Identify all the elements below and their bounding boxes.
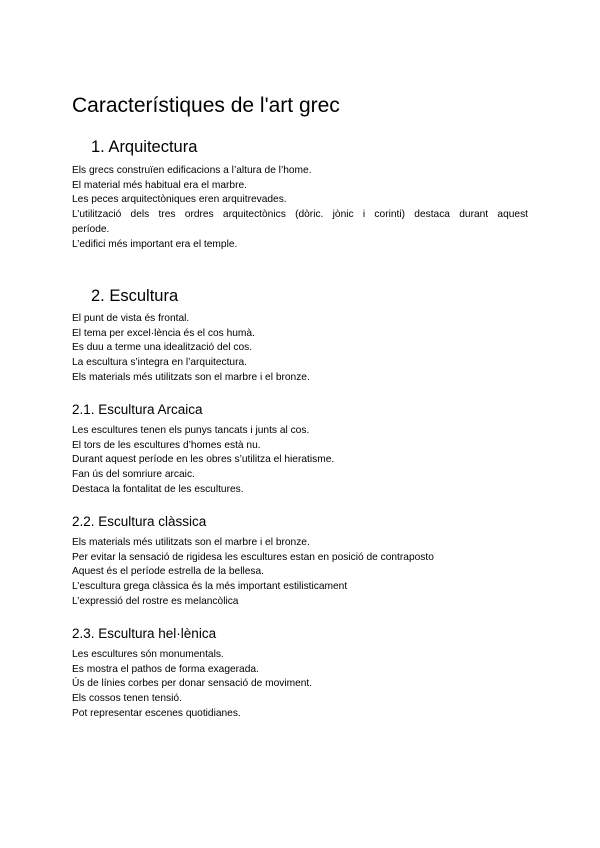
text-line: Les escultures són monumentals.	[72, 649, 224, 660]
text-line: Els grecs construïen edificacions a l’altura de l’home.	[72, 165, 312, 176]
text-line: Aquest és el període estrella de la bellesa.	[72, 566, 264, 578]
section-heading-arquitectura: 1. Arquitectura	[91, 138, 198, 156]
text-line: Durant aquest període en les obres s’utilitza el hieratisme.	[72, 454, 335, 466]
section-heading-escultura: 2. Escultura	[91, 287, 179, 305]
text-line: període.	[72, 223, 110, 235]
text-line: L’expressió del rostre es melancòlica	[72, 595, 239, 607]
subsection-heading-hellenica: 2.3. Escultura hel·lènica	[72, 626, 217, 641]
subsection-heading-arcaica: 2.1. Escultura Arcaica	[72, 402, 203, 417]
page-title: Característiques de l'art grec	[72, 94, 340, 117]
text-line: Els cossos tenen tensió.	[72, 693, 182, 705]
text-line: El punt de vista és frontal.	[72, 313, 190, 324]
text-line: Els materials més utilitzats son el marbre i el bronze.	[72, 537, 310, 548]
text-line: Destaca la fontalitat de les escultures.	[72, 483, 244, 495]
text-line: Pot representar escenes quotidianes.	[72, 707, 241, 719]
text-line: La escultura s’integra en l’arquitectura.	[72, 357, 247, 369]
text-line: Es duu a terme una idealització del cos.	[72, 342, 253, 354]
text-line: Ús de línies corbes per donar sensació de moviment.	[72, 678, 313, 690]
text-line: Les escultures tenen els punys tancats i junts al cos.	[72, 425, 310, 436]
text-line: Les peces arquitectòniques eren arquitrevades.	[72, 194, 287, 206]
text-line: El material més habitual era el marbre.	[72, 179, 247, 191]
text-line: L’edifici més important era el temple.	[72, 238, 238, 250]
text-line: Els materials més utilitzats son el marbre i el bronze.	[72, 371, 310, 383]
text-line: El tema per excel·lència és el cos humà.	[72, 327, 255, 339]
text-line: Fan ús del somriure arcaic.	[72, 469, 195, 481]
text-line: L’escultura grega clàssica és la més important estilisticament	[72, 581, 348, 593]
section-body-escultura	[72, 312, 528, 386]
subsection-body-hellenica	[72, 648, 528, 722]
text-line: Es mostra el pathos de forma exagerada.	[72, 663, 259, 675]
text-line: Per evitar la sensació de rigidesa les escultures estan en posició de contraposto	[72, 551, 434, 563]
text-line: L’utilització dels tres ordres arquitectònics (dòric. jònic i corinti) destaca durant aquest	[72, 209, 528, 221]
subsection-body-arcaica	[72, 424, 528, 498]
text-line: El tors de les escultures d’homes està nu.	[72, 439, 261, 451]
section-body-arquitectura	[72, 164, 528, 252]
subsection-body-classica	[72, 536, 528, 610]
subsection-heading-classica: 2.2. Escultura clàssica	[72, 514, 207, 529]
